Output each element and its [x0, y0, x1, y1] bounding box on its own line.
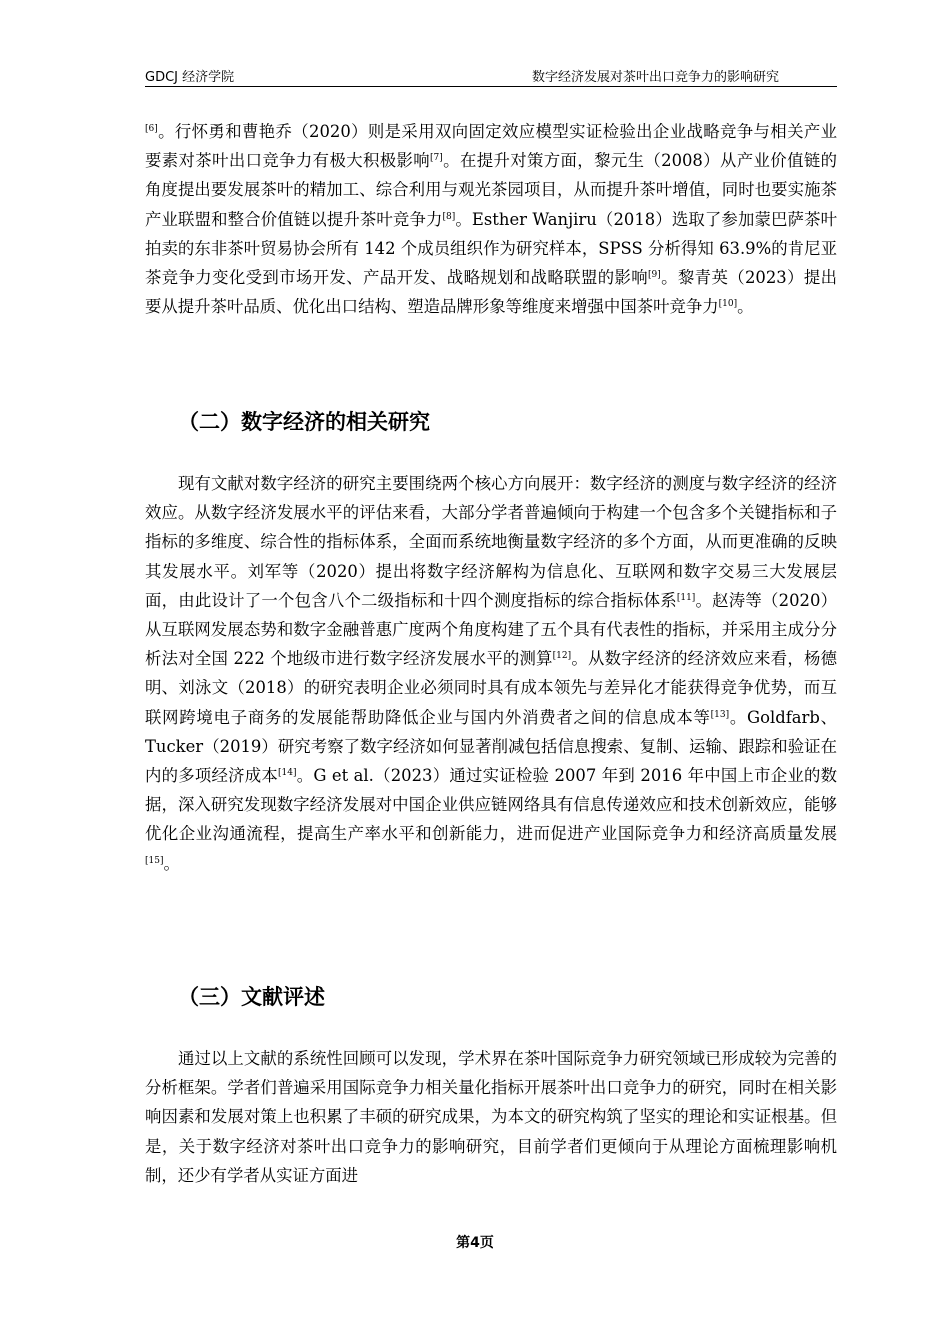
header-left: GDCJ 经济学院 [145, 70, 235, 85]
paragraph-3 [145, 1044, 837, 1190]
text-run: 。 [163, 853, 180, 873]
header-title: 数字经济发展对茶叶出口竞争力的影响研究 [531, 70, 779, 85]
citation-ref: [11] [676, 592, 696, 603]
citation-ref: [7] [430, 153, 443, 164]
section-heading-3: （三）文献评述 [178, 985, 325, 1009]
citation-ref: [14] [278, 768, 297, 779]
paragraph-2 [145, 469, 837, 878]
citation-ref: [13] [710, 709, 730, 720]
text-run: 。从数字经济的经济效应来看，杨德明、刘泳文（2018）的研究表明企业必须同时具有成本领先与差异化才能获得竞争优势，而互联网跨境电子商务的发展能帮助降低企业与国内外消费者之间的信息成本等 [145, 649, 837, 727]
citation-ref: [15] [145, 855, 164, 866]
citation-ref: [6] [145, 124, 158, 134]
text-run: 。黎青英（2023）提出要从提升茶叶品质、优化出口结构、塑造品牌形象等维度来增强中国茶叶竞争力 [145, 268, 837, 317]
text-run: 。行怀勇和曹艳乔（2020）则是采用双向固定效应模型实证检验出企业战略竞争与相关产业要素对茶叶出口竞争力有极大积极影响 [145, 122, 837, 171]
citation-ref: [10] [718, 299, 738, 310]
page-header [145, 66, 837, 87]
paragraph-1 [145, 117, 837, 321]
text-run: 。 [737, 297, 754, 317]
section-heading-2: （二）数字经济的相关研究 [178, 410, 430, 434]
text-run: 。G et al.（2023）通过实证检验 2007 年到 2016 年中国上市企业的数据，深入研究发现数字经济发展对中国企业供应链网络具有信息传递效应和技术创新效应，能够优化企业沟通流程，提高生产率水平和创新能力，进而促进产业国际竞争力和经济高质量发展 [145, 766, 837, 844]
page-number: 第4页 [456, 1235, 494, 1251]
text-run: 通过以上文献的系统性回顾可以发现，学术界在茶叶国际竞争力研究领域已形成较为完善的分析框架。学者们普遍采用国际竞争力相关量化指标开展茶叶出口竞争力的研究，同时在相关影响因素和发展对策上也积累了丰硕的研究成果，为本文的研究构筑了坚实的理论和实证根基。但是，关于数字经济对茶叶出口竞争力的影响研究，目前学者们更倾向于从理论方面梳理影响机制，还少有学者从实证方面进 [145, 1049, 837, 1185]
text-run: 。Esther Wanjiru（2018）选取了参加蒙巴萨茶叶拍卖的东非茶叶贸易协会所有 142 个成员组织作为研究样本，SPSS 分析得知 63.9%的肯尼亚茶竞争力变化受到市场开发、产品开发、战略规划和战略联盟的影响 [145, 209, 837, 288]
text-run: 。赵涛等（2020）从互联网发展态势和数字金融普惠广度两个角度构建了五个具有代表性的指标，并采用主成分分析法对全国 222 个地级市进行数字经济发展水平的测算 [145, 590, 837, 669]
text-run: 。Goldfarb、Tucker（2019）研究考察了数字经济如何显著削减包括信息搜索、复制、运输、跟踪和验证在内的多项经济成本 [145, 707, 837, 786]
citation-ref: [12] [552, 651, 572, 662]
text-run: 。在提升对策方面，黎元生（2008）从产业价值链的角度提出要发展茶叶的精加工、综合利用与观光茶园项目，从而提升茶叶增值，同时也要实施茶产业联盟和整合价值链以提升茶叶竞争力 [145, 151, 837, 229]
text-run: 现有文献对数字经济的研究主要围绕两个核心方向展开：数字经济的测度与数字经济的经济效应。从数字经济发展水平的评估来看，大部分学者普遍倾向于构建一个包含多个关键指标和子指标的多维度、综合性的指标体系，全面而系统地衡量数字经济的多个方面，从而更准确的反映其发展水平。刘军等（2020）提出将数字经济解构为信息化、互联网和数字交易三大发展层面，由此设计了一个包含八个二级指标和十四个测度指标的综合指标体系 [145, 474, 837, 610]
citation-ref: [8] [442, 211, 456, 222]
citation-ref: [9] [648, 270, 661, 281]
